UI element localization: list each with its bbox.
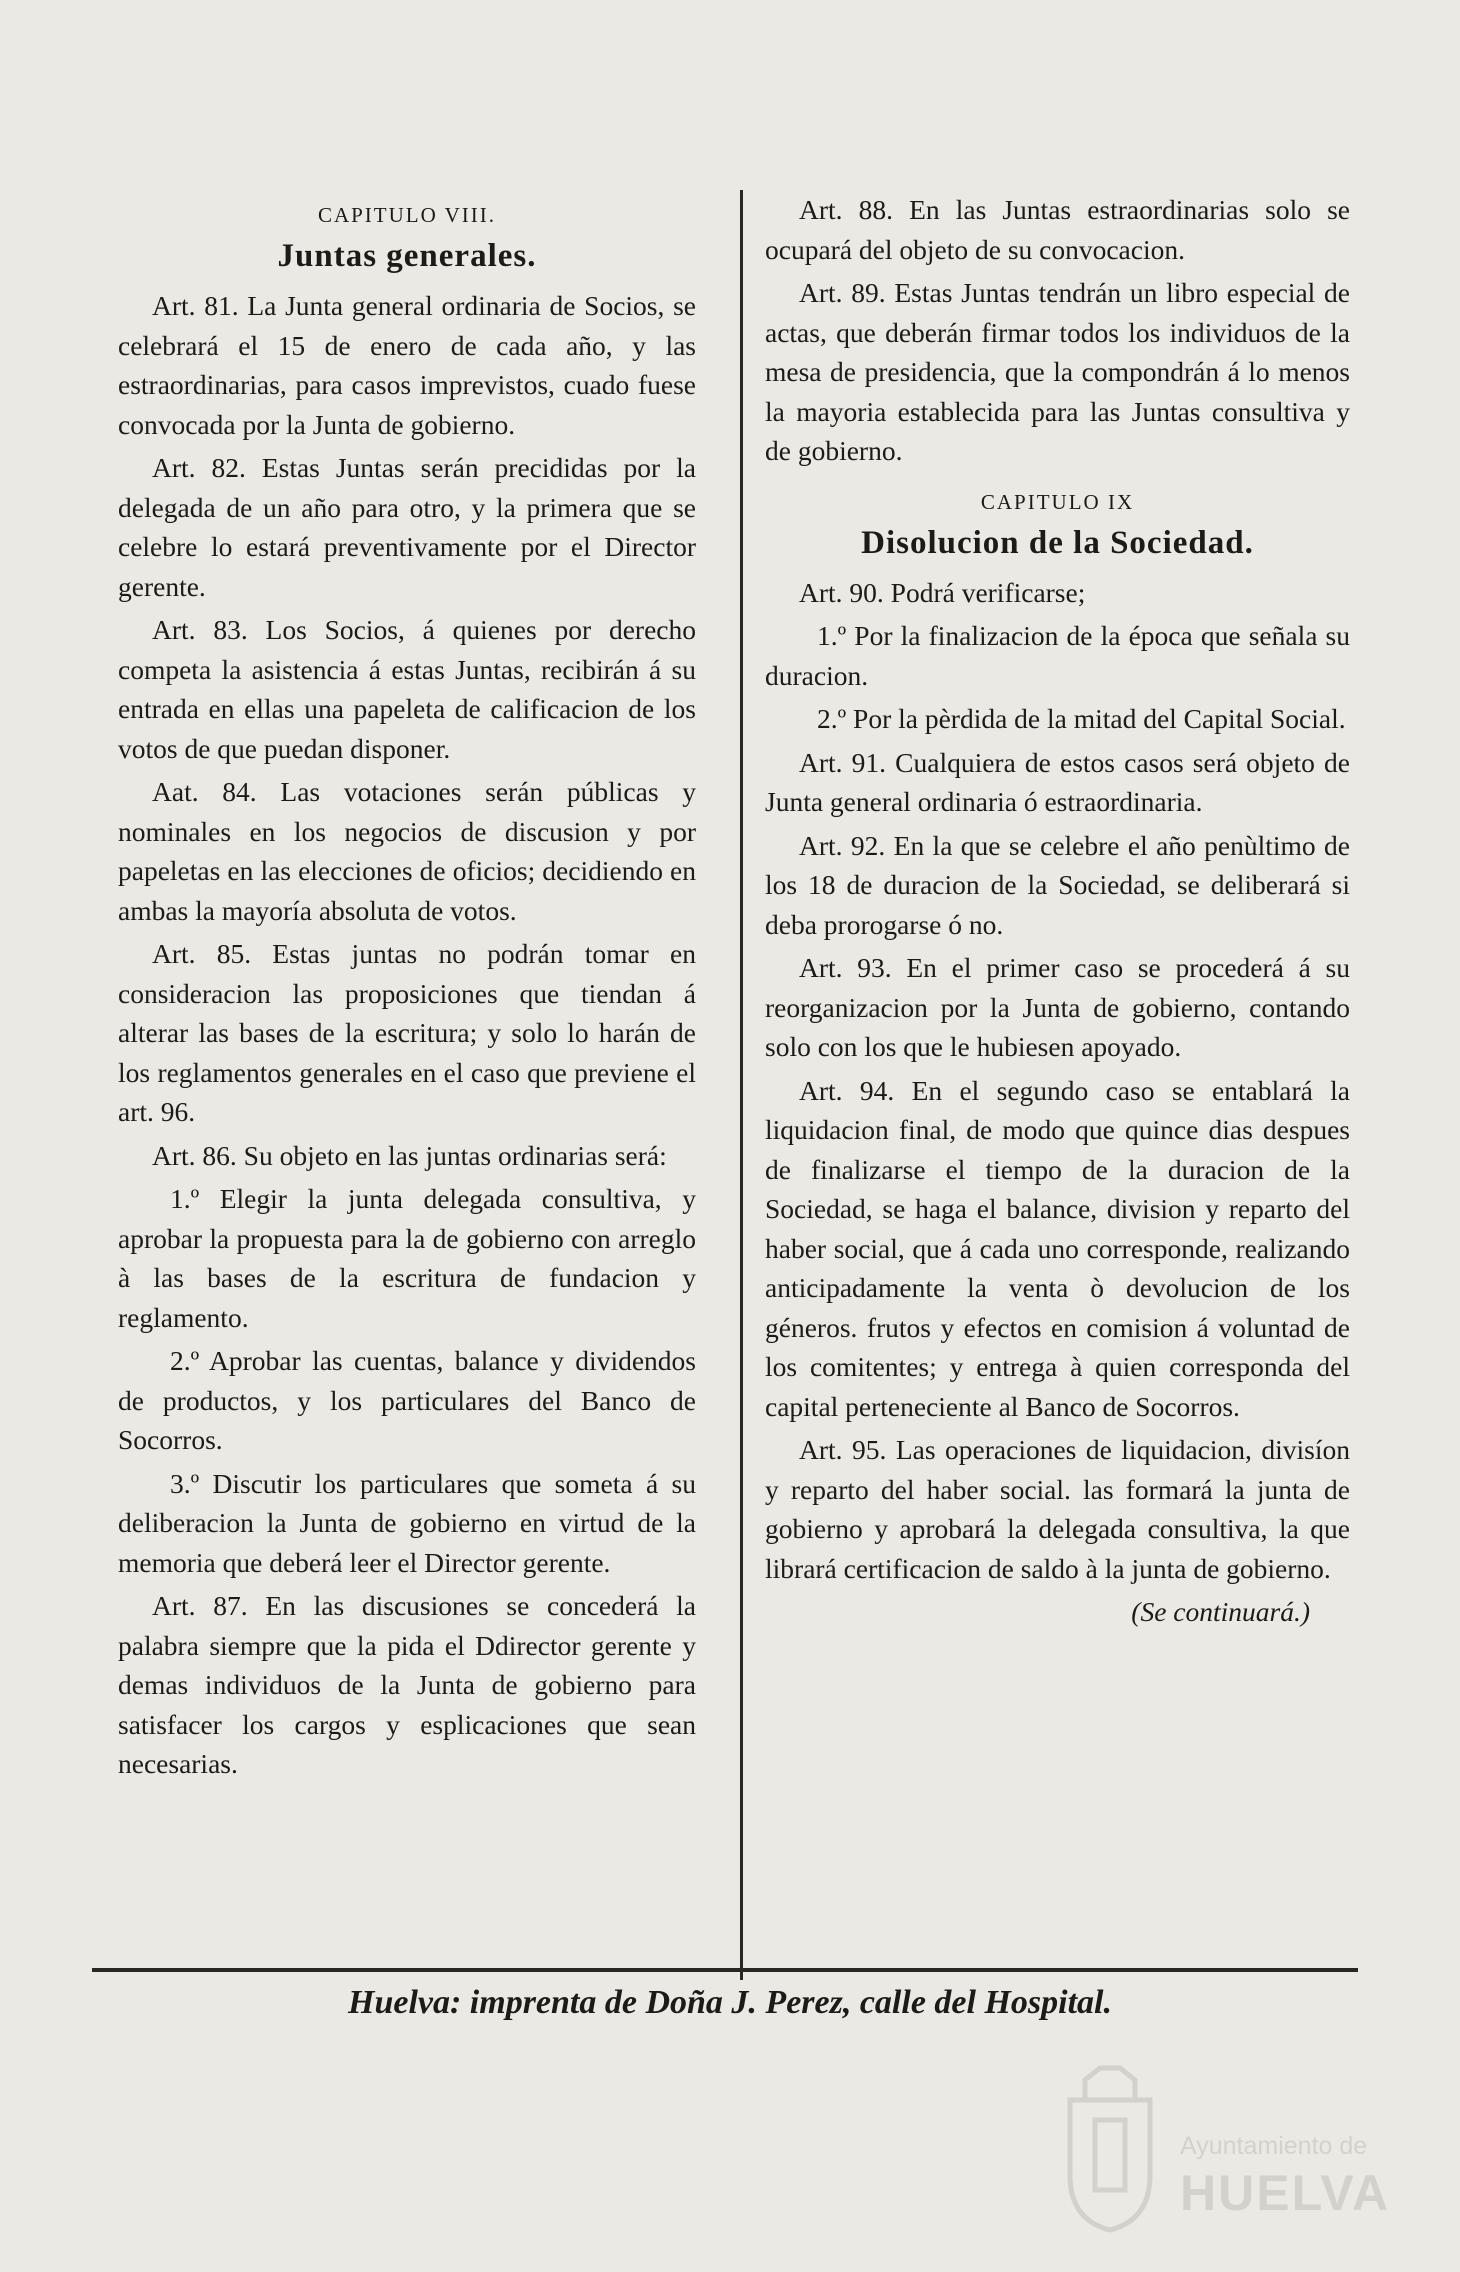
article-82: Art. 82. Estas Juntas serán precididas por la delegada de un año para otro, y la primera que se celebre lo estará preventivamente por el Director gerente. — [118, 452, 696, 602]
article-90-item-2: 2.º Por la pèrdida de la mitad del Capital Social. — [817, 703, 1346, 734]
article-81: Art. 81. La Junta general ordinaria de Socios, se celebrará el 15 de enero de cada año, y las estraordinarias, para casos imprevistos, cuado fuese convocada por la Junta de gobierno. — [118, 290, 696, 440]
article-91: Art. 91. Cualquiera de estos casos será objeto de Junta general ordinaria ó estraordinaria. — [765, 746, 1350, 817]
article-86-item-1: 1.º Elegir la junta delegada consultiva, y aprobar la propuesta para la de gobierno con arreglo à las bases de la escritura de fundacion y reglamento. — [118, 1183, 696, 1333]
article-94: Art. 94. En el segundo caso se entablará la liquidacion final, de modo que quince dias despues de finalizarse el tiempo de la duracion de la Sociedad, se haga el balance, division y reparto del haber social, que á cada uno corresponde, realizando anticipadamente la venta ò devolucion de los géneros. frutos y efectos en comision á voluntad de los comitentes; y entrega à quien corresponda del capital perteneciente al Banco de Socorros. — [765, 1074, 1350, 1422]
chapter-heading-viii: CAPITULO VIII. — [317, 203, 497, 227]
section-title-disolucion: Disolucion de la Sociedad. — [861, 524, 1254, 561]
article-88: Art. 88. En las Juntas estraordinarias solo se ocupará del objeto de su convocacion. — [765, 194, 1350, 265]
article-87: Art. 87. En las discusiones se concederá la palabra siempre que la pida el Ddirector gerente y demas individuos de la Junta de gobierno para satisfacer los cargos y esplicaciones que sean necesarias. — [118, 1590, 696, 1779]
article-85: Art. 85. Estas juntas no podrán tomar en consideracion las proposiciones que tiendan á alterar las bases de la escritura; y solo lo harán de los reglamentos generales en el caso que previene el art. 96. — [118, 938, 696, 1127]
article-93: Art. 93. En el primer caso se procederá á su reorganizacion por la Junta de gobierno, contando solo con los que le hubiesen apoyado. — [765, 952, 1350, 1062]
article-86-item-3: 3.º Discutir los particulares que someta á su deliberacion la Junta de gobierno en virtud de la memoria que deberá leer el Director gerente. — [118, 1467, 696, 1578]
article-83: Art. 83. Los Socios, á quienes por derecho competa la asistencia á estas Juntas, recibirán á su entrada en ellas una papeleta de calificacion de los votos de que puedan disponer. — [118, 614, 696, 764]
column-divider — [740, 190, 743, 1980]
footer-rule — [92, 1968, 1358, 1972]
right-column — [765, 190, 1350, 1632]
article-84: Aat. 84. Las votaciones serán públicas y nominales en los negocios de discusion y por papeletas en las elecciones de oficios; decidiendo en ambas la mayoría absoluta de votos. — [118, 776, 696, 926]
huelva-watermark — [1050, 2060, 1390, 2240]
article-92: Art. 92. En la que se celebre el año penùltimo de los 18 de duracion de la Sociedad, se deliberará si deba prorogarse ó no. — [765, 829, 1350, 940]
chapter-heading-ix: CAPITULO IX — [980, 489, 1135, 514]
continuation-note: (Se continuará.) — [1131, 1596, 1310, 1627]
article-86-item-2: 2.º Aprobar las cuentas, balance y dividendos de productos, y los particulares del Banco de Socorros. — [118, 1345, 696, 1455]
article-90: Art. 90. Podrá verificarse; — [799, 576, 1086, 608]
coat-of-arms-icon — [1050, 2060, 1170, 2235]
watermark-line-2: HUELVA — [1180, 2165, 1391, 2221]
printer-imprint: Huelva: imprenta de Doña J. Perez, calle del Hospital. — [348, 1984, 1112, 2021]
section-title-juntas-generales: Juntas generales. — [277, 238, 537, 274]
watermark-line-1: Ayuntamiento de — [1180, 2132, 1368, 2160]
left-column — [118, 190, 696, 1788]
article-89: Art. 89. Estas Juntas tendrán un libro especial de actas, que deberán firmar todos los individuos de la mesa de presidencia, que la compondrán á lo menos la mayoria establecida para las Juntas consultiva y de gobierno. — [765, 277, 1350, 466]
article-86: Art. 86. Su objeto en las juntas ordinarias será: — [152, 1139, 667, 1171]
article-95: Art. 95. Las operaciones de liquidacion, divisíon y reparto del haber social. las formará la junta de gobierno y aprobará la delegada consultiva, la que librará certificacion de saldo à la junta de gobierno. — [765, 1434, 1350, 1584]
article-90-item-1: 1.º Por la finalizacion de la época que señala su duracion. — [765, 620, 1350, 691]
